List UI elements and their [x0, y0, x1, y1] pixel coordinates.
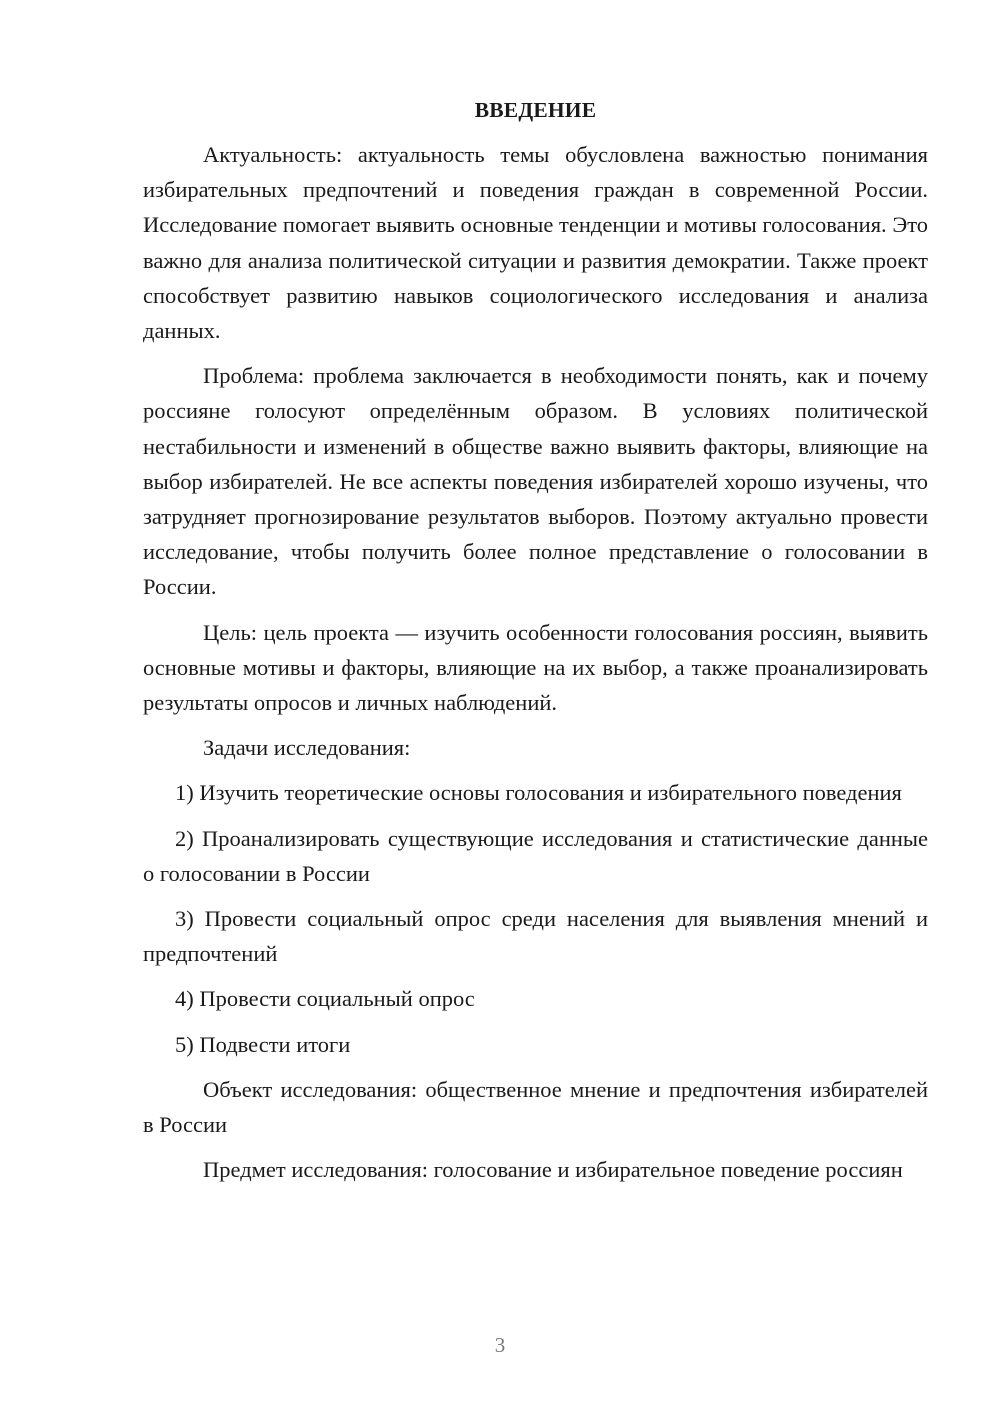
subject-paragraph: Предмет исследования: голосование и избирательное поведение россиян [203, 1157, 903, 1183]
problem-paragraph: Проблема: проблема заключается в необходимости понять, как и почему россияне голосуют определённым образом. В условиях политической нестабильности и изменений в обществе важно выявить факторы, влияющие на выбор избирателей. Не все аспекты поведения избирателей хорошо изучены, что затрудняет прогнозирование результатов выборов. Поэтому актуально провести исследование, чтобы получить более полное представление о голосовании в России. [143, 363, 928, 600]
task-item: 1) Изучить теоретические основы голосования и избирательного поведения [175, 780, 902, 806]
tasks-heading: Задачи исследования: [203, 735, 411, 761]
document-page [143, 93, 928, 1197]
object-paragraph: Объект исследования: общественное мнение и предпочтения избирателей в России [143, 1076, 928, 1138]
relevance-paragraph: Актуальность: актуальность темы обусловлена важностью понимания избирательных предпочтений и поведения граждан в современной России. Исследование помогает выявить основные тенденции и мотивы голосования. Это важно для анализа политической ситуации и развития демократии. Также проект способствует развитию навыков социологического исследования и анализа данных. [143, 142, 928, 344]
task-item: 5) Подвести итоги [175, 1031, 351, 1057]
task-item: 3) Провести социальный опрос среди населения для выявления мнений и предпочтений [143, 906, 928, 967]
task-item: 2) Проанализировать существующие исследования и статистические данные о голосовании в России [143, 825, 928, 886]
page-title: ВВЕДЕНИЕ [474, 98, 597, 122]
task-item: 4) Провести социальный опрос [175, 986, 475, 1012]
page-number: 3 [494, 1333, 506, 1357]
goal-paragraph: Цель: цель проекта — изучить особенности голосования россиян, выявить основные мотивы и факторы, влияющие на их выбор, а также проанализировать результаты опросов и личных наблюдений. [143, 619, 928, 716]
